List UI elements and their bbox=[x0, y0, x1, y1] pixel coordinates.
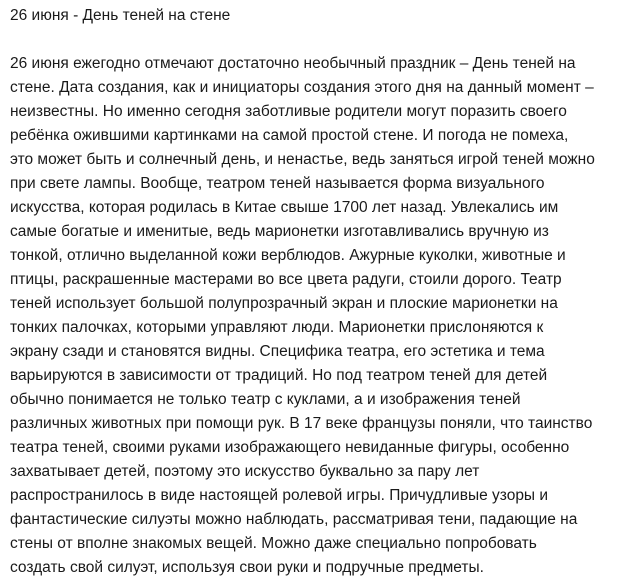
post bbox=[10, 4, 632, 580]
body-line: теней использует большой полупрозрачный экран и плоские марионетки на bbox=[10, 295, 558, 312]
body-line: экрану сзади и становятся видны. Специфика театра, его эстетика и тема bbox=[10, 343, 545, 360]
body-line: самые богатые и именитые, ведь марионетки изготавливались вручную из bbox=[10, 223, 549, 240]
body-line: театра теней, своими руками изображающего невиданные фигуры, особенно bbox=[10, 439, 570, 456]
body-line: создать свой силуэт, используя свои руки и подручные предметы. bbox=[10, 559, 484, 576]
body-line: это может быть и солнечный день, и ненастье, ведь заняться игрой теней можно bbox=[10, 151, 595, 168]
body-line: различных животных при помощи рук. В 17 веке французы поняли, что таинство bbox=[10, 415, 593, 432]
body-line: тонких палочках, которыми управляют люди. Марионетки прислоняются к bbox=[10, 319, 544, 336]
post-body bbox=[10, 52, 632, 580]
body-line: стены от вполне знакомых вещей. Можно даже специально попробовать bbox=[10, 535, 537, 552]
body-line: искусства, которая родилась в Китае свыше 1700 лет назад. Увлекались им bbox=[10, 199, 559, 216]
body-line: ребёнка ожившими картинками на самой простой стене. И погода не помеха, bbox=[10, 127, 569, 144]
body-line: птицы, раскрашенные мастерами во все цвета радуги, стоили дорого. Театр bbox=[10, 271, 562, 288]
body-line: тонкой, отлично выделанной кожи верблюдов. Ажурные куколки, животные и bbox=[10, 247, 566, 264]
body-line: 26 июня ежегодно отмечают достаточно необычный праздник – День теней на bbox=[10, 55, 576, 72]
body-line: при свете лампы. Вообще, театром теней называется форма визуального bbox=[10, 175, 545, 192]
title-spacer bbox=[10, 28, 632, 52]
body-line: варьируются в зависимости от традиций. Но под театром теней для детей bbox=[10, 367, 548, 384]
body-line: захватывает детей, поэтому это искусство буквально за пару лет bbox=[10, 463, 480, 480]
body-line: неизвестны. Но именно сегодня заботливые родители могут поразить своего bbox=[10, 103, 567, 120]
post-title: 26 июня - День теней на стене bbox=[10, 7, 231, 24]
body-line: обычно понимается не только театр с куклами, а и изображения теней bbox=[10, 391, 521, 408]
body-line: стене. Дата создания, как и инициаторы создания этого дня на данный момент – bbox=[10, 79, 594, 96]
body-line: фантастические силуэты можно наблюдать, рассматривая тени, падающие на bbox=[10, 511, 578, 528]
body-line: распространилось в виде настоящей ролевой игры. Причудливые узоры и bbox=[10, 487, 549, 504]
